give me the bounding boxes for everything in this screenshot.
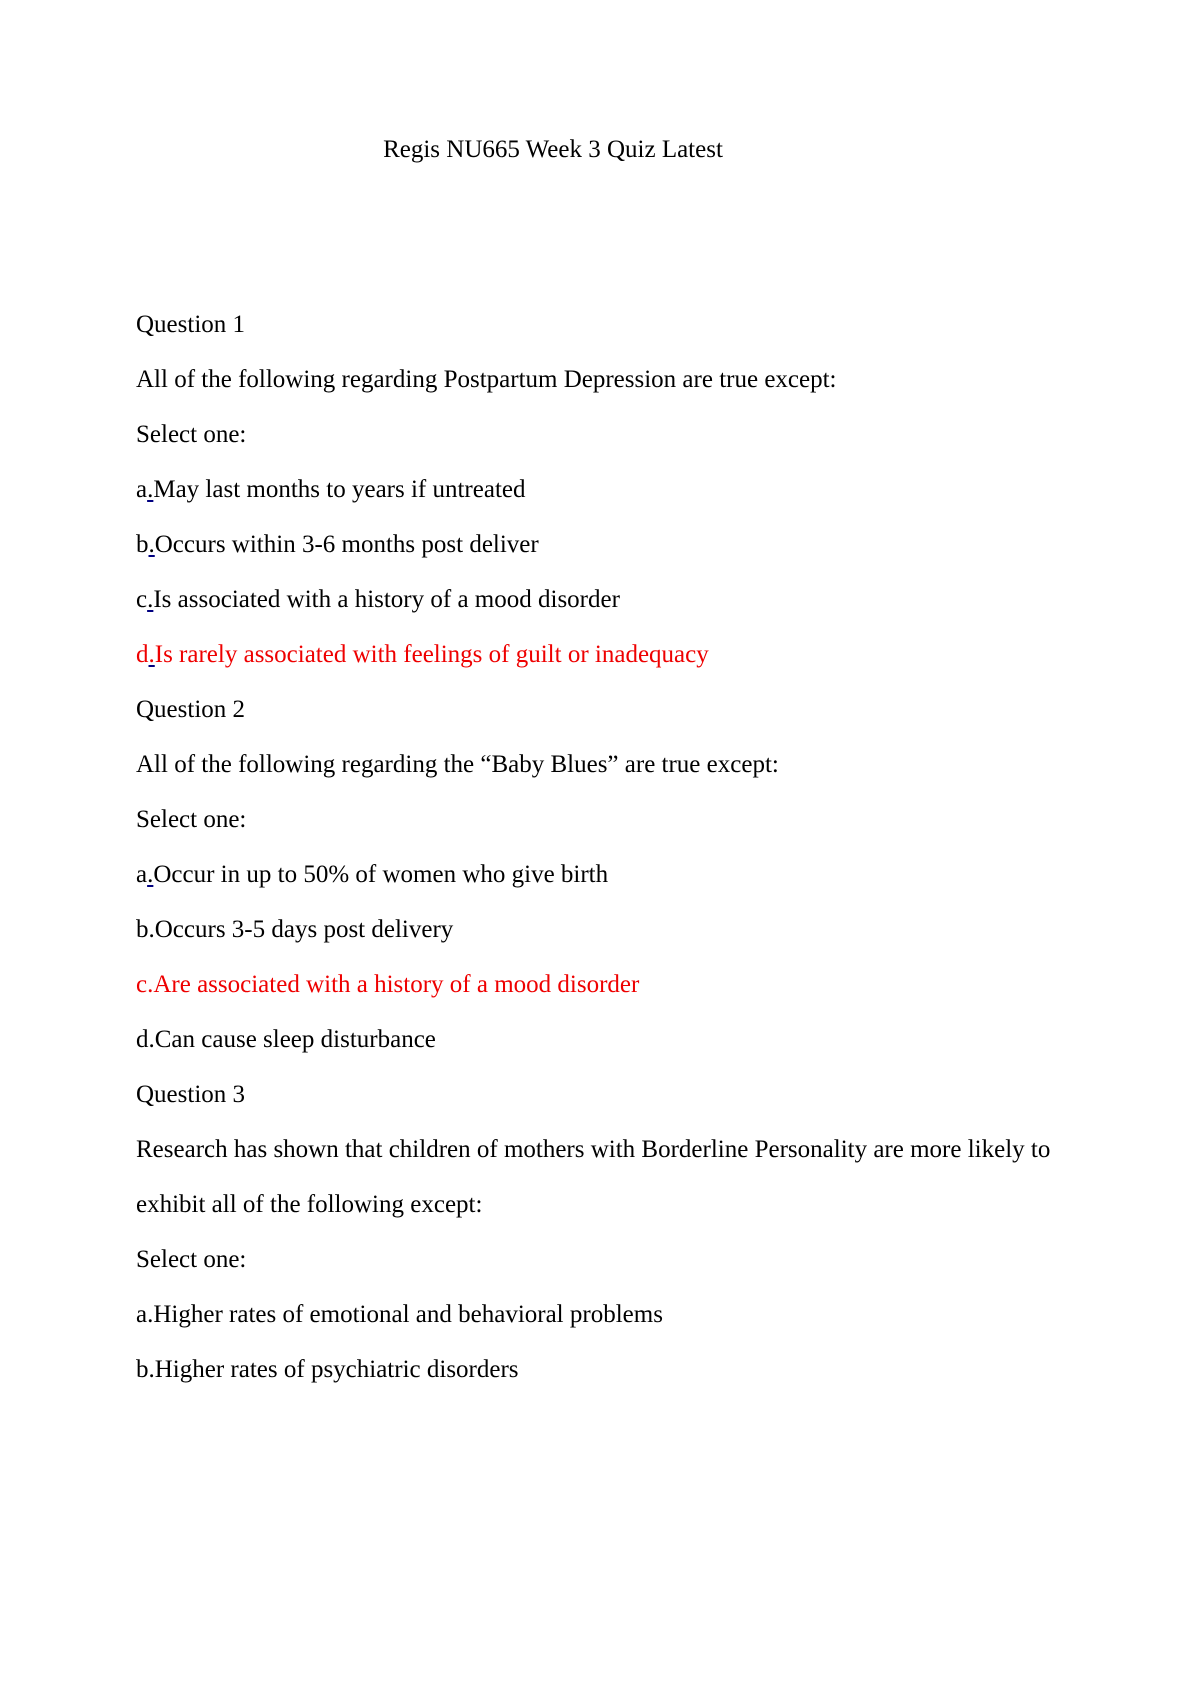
option-letter: b — [136, 531, 149, 558]
option-line — [136, 462, 1076, 517]
option-line — [136, 1287, 1076, 1342]
option-text: Is associated with a history of a mood disorder — [153, 586, 620, 613]
option-dot: . — [147, 861, 154, 888]
option-letter: a — [136, 1301, 148, 1328]
option-text: Are associated with a history of a mood disorder — [153, 971, 640, 998]
option-line — [136, 847, 1076, 902]
option-letter: c — [136, 586, 148, 613]
option-line — [136, 902, 1076, 957]
option-dot: . — [148, 1026, 155, 1053]
option-letter: d — [136, 1026, 149, 1053]
option-text: Is rarely associated with feelings of guilt or inadequacy — [154, 641, 709, 668]
question-block — [136, 1067, 1076, 1397]
question-label: Question 2 — [136, 696, 246, 723]
option-letter: b — [136, 1356, 149, 1383]
option-line — [136, 1012, 1076, 1067]
question-prompt: Research has shown that children of mothers with Borderline Personality are more likely to exhibit all of the following except: — [136, 1136, 1051, 1218]
option-text: Higher rates of emotional and behavioral problems — [153, 1301, 663, 1328]
option-line-correct-answer — [136, 627, 1076, 682]
option-letter: a — [136, 861, 148, 888]
option-dot: . — [147, 1301, 154, 1328]
select-one-label: Select one: — [136, 1246, 247, 1273]
option-text: May last months to years if untreated — [153, 476, 526, 503]
option-dot: . — [147, 476, 154, 503]
option-letter: c — [136, 971, 148, 998]
option-line — [136, 517, 1076, 572]
option-text: Higher rates of psychiatric disorders — [154, 1356, 519, 1383]
option-dot: . — [148, 531, 155, 558]
option-text: Occurs within 3-6 months post deliver — [154, 531, 539, 558]
option-line — [136, 572, 1076, 627]
option-dot: . — [148, 641, 155, 668]
document-title: Regis NU665 Week 3 Quiz Latest — [383, 136, 723, 163]
option-text: Occur in up to 50% of women who give birth — [153, 861, 609, 888]
option-dot: . — [148, 916, 155, 943]
question-label: Question 3 — [136, 1081, 246, 1108]
select-one-label: Select one: — [136, 806, 247, 833]
option-line — [136, 1342, 1076, 1397]
question-block — [136, 297, 1076, 682]
question-prompt: All of the following regarding the “Baby Blues” are true except: — [136, 751, 779, 778]
option-letter: b — [136, 916, 149, 943]
option-line-correct-answer — [136, 957, 1076, 1012]
option-dot: . — [148, 1356, 155, 1383]
select-one-label: Select one: — [136, 421, 247, 448]
question-label: Question 1 — [136, 311, 246, 338]
option-dot: . — [147, 971, 154, 998]
question-prompt: All of the following regarding Postpartum Depression are true except: — [136, 366, 837, 393]
option-text: Occurs 3-5 days post delivery — [154, 916, 454, 943]
option-letter: d — [136, 641, 149, 668]
option-text: Can cause sleep disturbance — [154, 1026, 436, 1053]
option-dot: . — [147, 586, 154, 613]
option-letter: a — [136, 476, 148, 503]
question-block — [136, 682, 1076, 1067]
